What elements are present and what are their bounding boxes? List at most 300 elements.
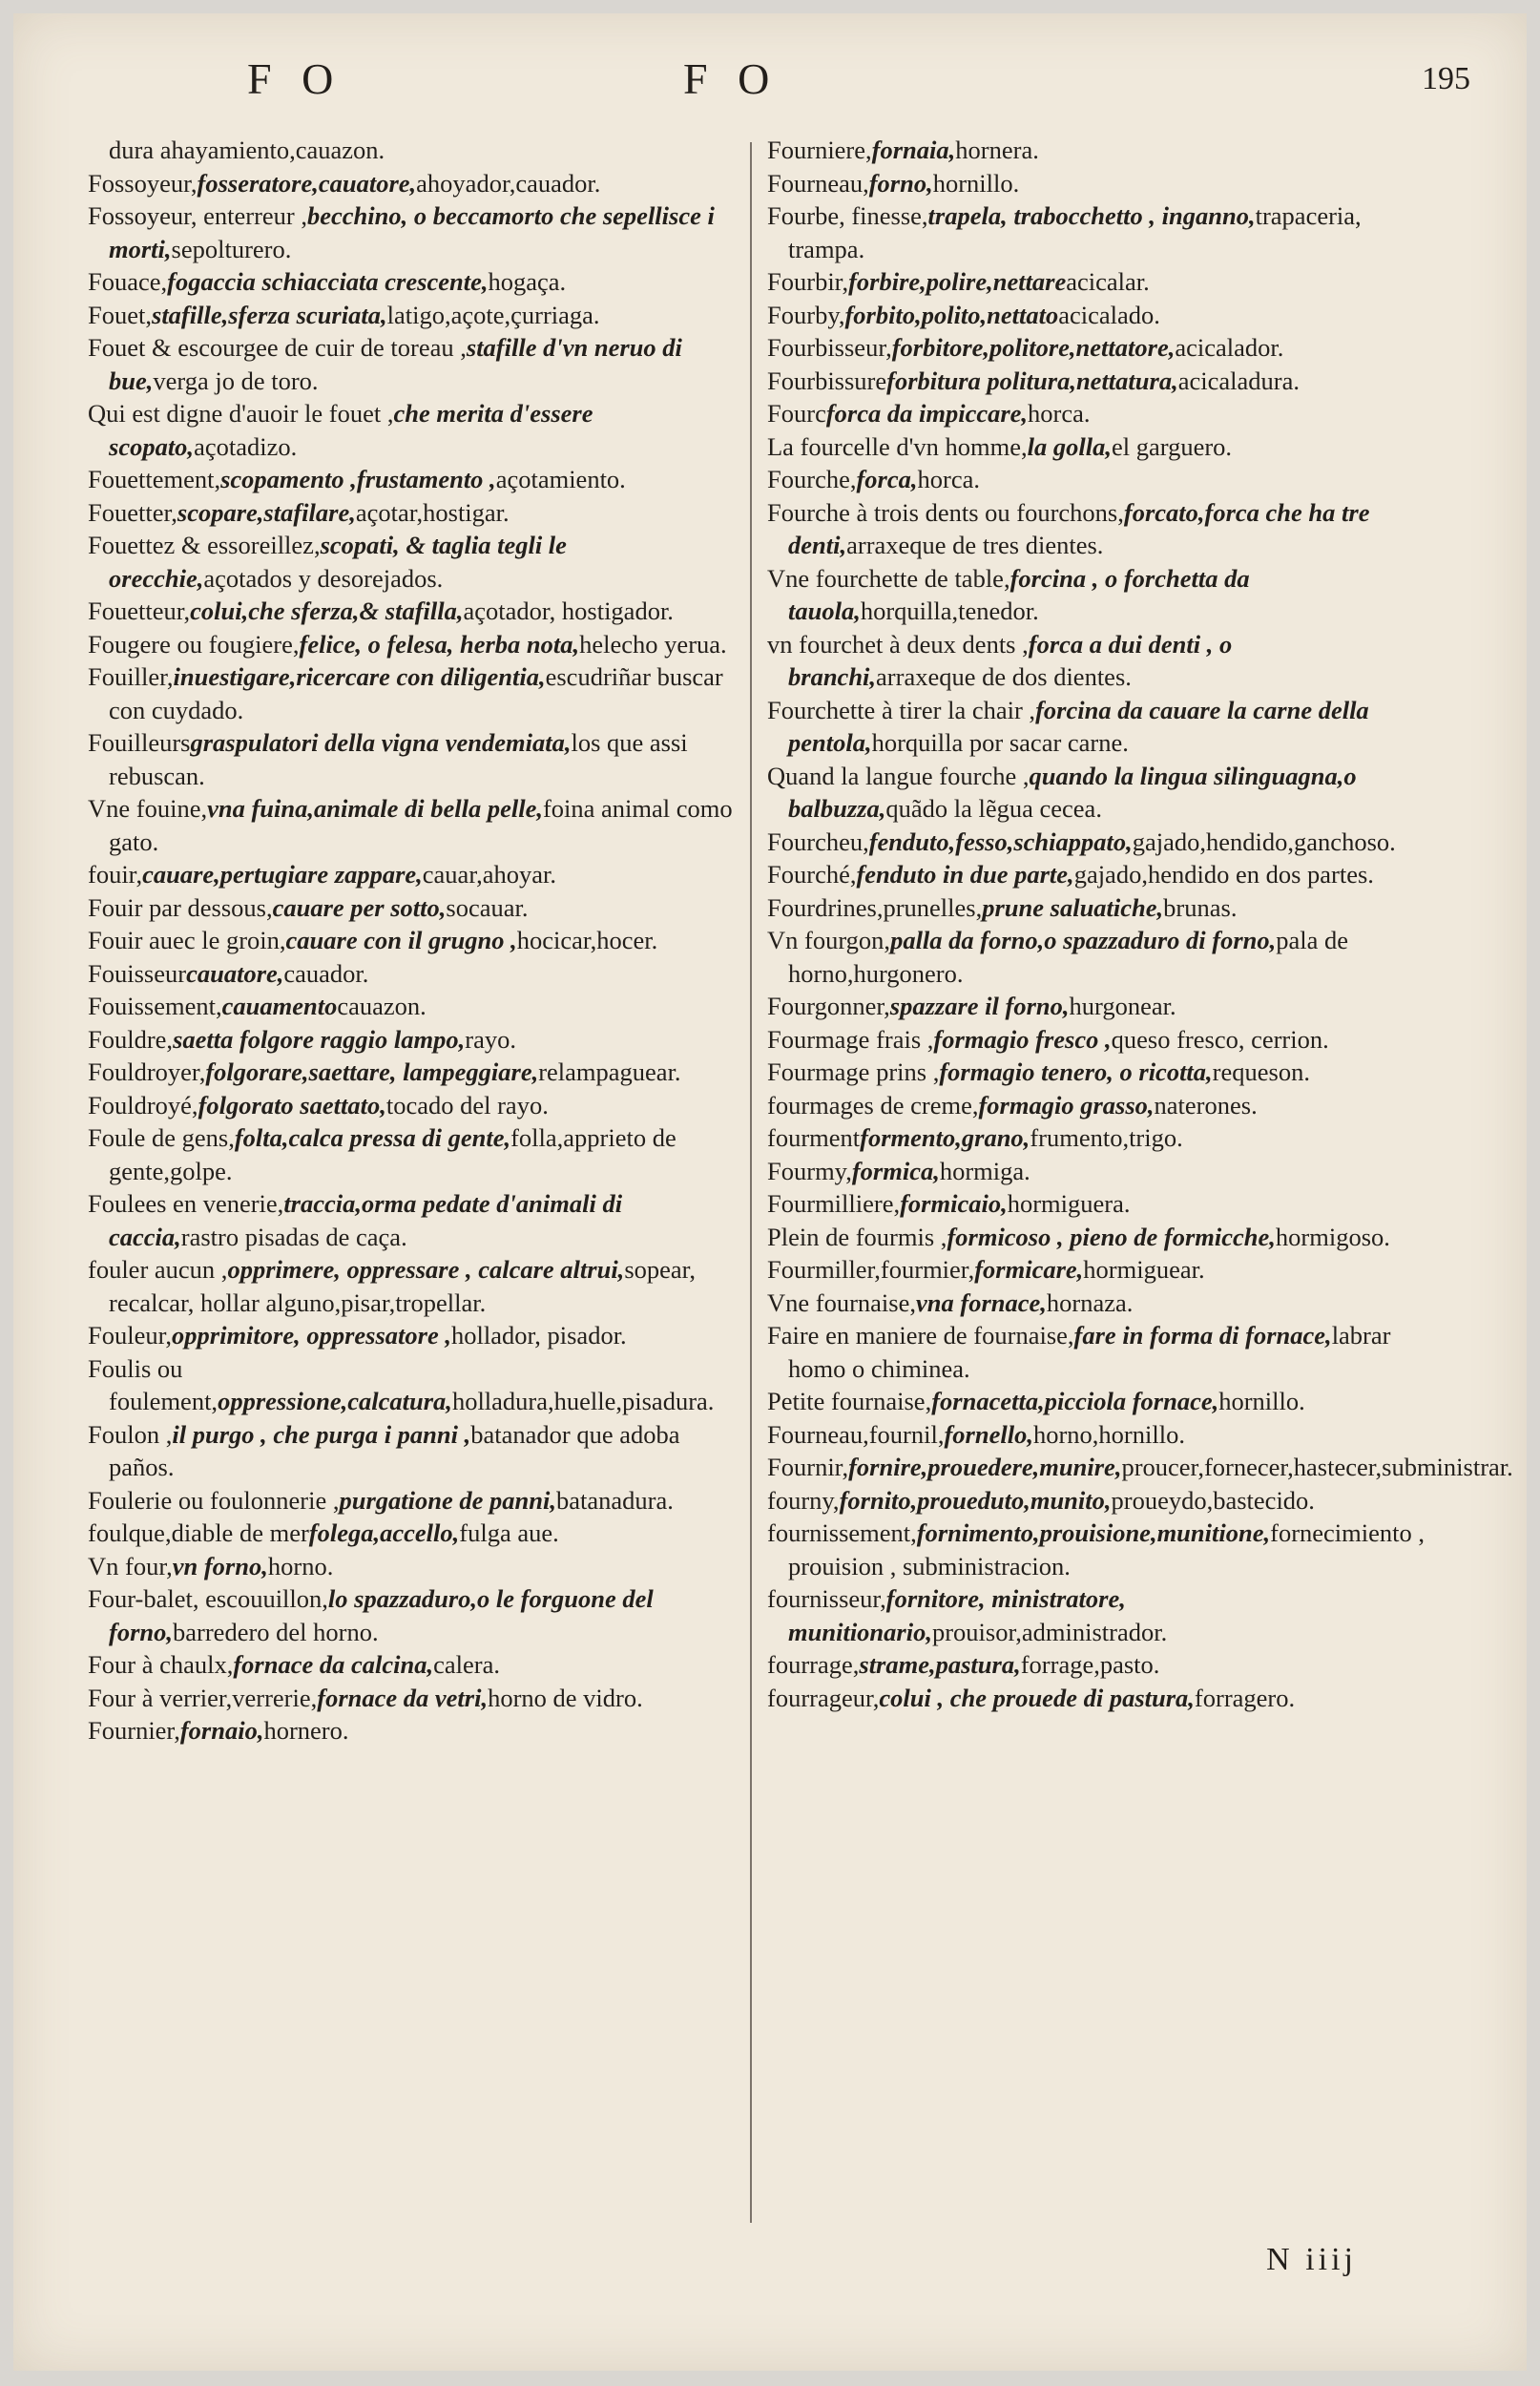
dictionary-entry <box>88 496 746 530</box>
italian-term: cauare per sotto, <box>272 892 447 922</box>
spanish-term: relampaguear. <box>538 1057 681 1086</box>
dictionary-entry <box>88 463 746 496</box>
dictionary-entry <box>767 430 1426 464</box>
italian-term: palla da forno,o spazzaduro di forno, <box>890 926 1277 954</box>
spanish-term: socauar. <box>446 892 529 922</box>
spanish-term: hornaza. <box>1046 1287 1134 1317</box>
italian-term: vna fuina,animale di bella pelle, <box>207 794 543 823</box>
french-term: Vne fourchette de table, <box>767 563 1010 593</box>
italian-term: fornello, <box>944 1419 1033 1449</box>
dictionary-entry <box>767 1418 1426 1452</box>
italian-term: fornimento,prouisione,munitione, <box>916 1518 1271 1547</box>
dictionary-entry <box>767 858 1426 891</box>
french-term: Quand la langue fourche , <box>767 761 1030 790</box>
spanish-term: arraxeque de dos dientes. <box>876 662 1132 691</box>
dictionary-entry <box>767 562 1426 628</box>
french-term: fourrageur, <box>767 1683 880 1712</box>
dictionary-entry <box>767 265 1426 299</box>
italian-term: saetta folgore raggio lampo, <box>173 1024 466 1054</box>
french-term: Fourbissure <box>767 366 887 395</box>
french-term: fourment <box>767 1123 861 1152</box>
italian-term: trapela, trabocchetto , inganno, <box>927 201 1256 230</box>
french-term: Fourmilliere, <box>767 1189 901 1218</box>
french-term: Fouissement, <box>88 992 222 1020</box>
french-term: Fouettez & essoreillez, <box>88 531 321 559</box>
spanish-term: gajado,hendido en dos partes. <box>1073 860 1374 889</box>
header-right: F O <box>683 54 780 103</box>
spanish-term: tocado del rayo. <box>385 1090 549 1120</box>
french-term: Vne fournaise, <box>767 1287 916 1317</box>
italian-term: colui,che sferza,& stafilla, <box>190 596 464 625</box>
spanish-term: latigo,açote,çurriaga. <box>386 300 600 329</box>
dictionary-entry <box>767 1319 1426 1385</box>
dictionary-entry <box>88 299 746 332</box>
french-term: Vn four, <box>88 1551 173 1580</box>
dictionary-entry <box>767 1089 1426 1122</box>
italian-term: forbitore,politore,nettatore, <box>891 333 1176 362</box>
spanish-term: horca. <box>1028 399 1091 428</box>
italian-term: formento,grano, <box>860 1123 1030 1152</box>
italian-term: traccia,orma pedate d'animali di caccia, <box>109 1189 623 1251</box>
french-term: Fourc <box>767 399 826 428</box>
italian-term: fornire,prouedere,munire, <box>848 1453 1122 1481</box>
french-term: fourmages de creme, <box>767 1090 979 1120</box>
french-term: Fossoyeur, <box>88 168 198 198</box>
french-term: fourny, <box>767 1485 840 1515</box>
dictionary-entry <box>767 1582 1426 1648</box>
italian-term: graspulatori della vigna vendemiata, <box>190 728 572 757</box>
dictionary-entry <box>767 397 1426 430</box>
dictionary-entry <box>767 760 1426 826</box>
spanish-term: acicalador. <box>1175 333 1284 362</box>
spanish-term: cauazon. <box>337 992 427 1020</box>
spanish-term: açotamiento. <box>495 465 626 493</box>
spanish-term: hormiguera. <box>1007 1189 1131 1218</box>
spanish-term: el garguero. <box>1111 431 1233 461</box>
dictionary-entry <box>767 1648 1426 1682</box>
french-term: Fourche à trois dents ou fourchons, <box>767 497 1124 527</box>
french-term: Fouet, <box>88 300 152 329</box>
french-term: Fourby, <box>767 300 845 329</box>
spanish-term: hormiguear. <box>1083 1255 1205 1284</box>
italian-term: fornitore, ministratore, munitionario, <box>788 1584 1126 1646</box>
french-term: Fouleur, <box>88 1321 173 1350</box>
spanish-term: rastro pisadas de caça. <box>180 1222 407 1251</box>
dictionary-entry <box>767 1484 1426 1517</box>
french-term: Four à verrier,verrerie, <box>88 1683 318 1712</box>
spanish-term: ahoyador,cauador. <box>416 168 601 198</box>
italian-term: strame,pastura, <box>859 1650 1021 1679</box>
dictionary-entry <box>88 595 746 628</box>
french-term: Plein de fourmis , <box>767 1222 947 1251</box>
dictionary-entry <box>767 990 1426 1023</box>
spanish-term: rayo. <box>465 1024 516 1054</box>
spanish-term: hogaça. <box>488 267 567 296</box>
italian-term: fare in forma di fornace, <box>1073 1321 1332 1350</box>
dictionary-entry <box>88 1714 746 1748</box>
signature-mark: N iiij <box>1266 2242 1357 2277</box>
dictionary-entry <box>767 331 1426 365</box>
spanish-term: acicalar. <box>1066 267 1150 296</box>
italian-term: forcina , o forchetta da tauola, <box>788 563 1250 625</box>
spanish-term: verga jo de toro. <box>153 366 319 395</box>
italian-term: vna fornace, <box>916 1287 1047 1317</box>
italian-term: cauare con il grugno , <box>285 926 517 954</box>
dictionary-entry <box>88 1418 746 1484</box>
spanish-term: açotados y desorejados. <box>203 563 444 593</box>
french-term: fouir, <box>88 860 143 889</box>
french-term: Foulerie ou foulonnerie , <box>88 1485 340 1515</box>
spanish-term: folla,apprieto de gente,golpe. <box>109 1123 676 1185</box>
spanish-term: brunas. <box>1163 892 1238 922</box>
spanish-term: cauador. <box>283 958 369 988</box>
french-term: Fouilleurs <box>88 728 191 757</box>
dictionary-entry <box>767 463 1426 496</box>
italian-term: cauamento <box>221 992 338 1020</box>
french-term: Fouace, <box>88 267 168 296</box>
french-term: Fourcheu, <box>767 827 869 856</box>
spanish-term: batanador que adoba paños. <box>109 1419 680 1481</box>
italian-term: scopamento ,frustamento , <box>220 465 496 493</box>
dictionary-entry <box>767 299 1426 332</box>
spanish-term: horno,hornillo. <box>1032 1419 1185 1449</box>
spanish-term: pala de horno,hurgonero. <box>788 926 1349 988</box>
french-term: Fourché, <box>767 860 857 889</box>
spanish-term: fulga aue. <box>459 1518 559 1547</box>
spanish-term: hormiga. <box>939 1156 1030 1185</box>
spanish-term: sepolturero. <box>171 234 292 263</box>
spanish-term: los que assi rebuscan. <box>109 728 688 790</box>
dictionary-entry <box>88 660 746 726</box>
dictionary-entry <box>767 1287 1426 1320</box>
spanish-term: hollador, pisador. <box>451 1321 627 1350</box>
spanish-term: requeson. <box>1212 1057 1310 1086</box>
dictionary-entry <box>88 990 746 1023</box>
french-term: Four-balet, escouuillon, <box>88 1584 328 1613</box>
italian-term: forno, <box>868 168 933 198</box>
spanish-term: barredero del horno. <box>173 1617 379 1646</box>
dictionary-entry <box>88 957 746 991</box>
dictionary-entry <box>88 331 746 397</box>
dictionary-entry <box>767 1221 1426 1254</box>
spanish-term: forrage,pasto. <box>1020 1650 1160 1679</box>
italian-term: forca a dui denti , o branchi, <box>788 629 1233 691</box>
french-term: La fourcelle d'vn homme, <box>767 431 1028 461</box>
french-term: Foule de gens, <box>88 1123 235 1152</box>
italian-term: opprimitore, oppressatore , <box>172 1321 451 1350</box>
dictionary-entry <box>88 1550 746 1583</box>
left-column <box>88 134 746 2271</box>
dictionary-page <box>13 13 1527 2371</box>
italian-term: formagio grasso, <box>978 1090 1155 1120</box>
spanish-term: proueydo,bastecido. <box>1111 1485 1315 1515</box>
dictionary-entry <box>767 924 1426 990</box>
page-number: 195 <box>1422 61 1470 96</box>
italian-term: colui , che prouede di pastura, <box>879 1683 1195 1712</box>
french-term: Fouldroyer, <box>88 1057 206 1086</box>
italian-term: fornace da vetri, <box>317 1683 489 1712</box>
french-term: Fourmage prins , <box>767 1057 940 1086</box>
french-term: Fourgonner, <box>767 992 890 1020</box>
dictionary-entry <box>767 1517 1426 1582</box>
italian-term: cauare,pertugiare zappare, <box>142 860 423 889</box>
french-term: Fourniere, <box>767 136 872 164</box>
french-term: Fourmage frais , <box>767 1024 934 1054</box>
italian-term: fogaccia schiacciata crescente, <box>167 267 489 296</box>
french-term: vn fourchet à deux dents , <box>767 629 1029 659</box>
spanish-term: foina animal como gato. <box>109 794 733 856</box>
french-term: Fourneau, <box>767 168 869 198</box>
french-term: Fouldre, <box>88 1024 174 1054</box>
dictionary-entry <box>88 924 746 957</box>
italian-term: formicoso , pieno de formicche, <box>947 1222 1276 1251</box>
italian-term: oppressione,calcatura, <box>218 1387 452 1415</box>
spanish-term: horno de vidro. <box>488 1683 643 1712</box>
italian-term: stafille,sferza scuriata, <box>152 300 387 329</box>
italian-term: prune saluatiche, <box>982 892 1164 922</box>
dictionary-entry <box>88 1056 746 1089</box>
italian-term: fenduto,fesso,schiappato, <box>868 827 1133 856</box>
french-term: Fossoyeur, enterreur , <box>88 201 308 230</box>
dictionary-entry <box>767 1385 1426 1418</box>
french-term: Four à chaulx, <box>88 1650 234 1679</box>
dictionary-entry <box>88 628 746 661</box>
spanish-term: gajado,hendido,ganchoso. <box>1132 827 1396 856</box>
italian-term: inuestigare,ricercare con diligentia, <box>173 662 546 691</box>
spanish-term: hocicar,hocer. <box>516 926 658 954</box>
french-term: Fouir par dessous, <box>88 892 273 922</box>
french-term: foulque,diable de mer <box>88 1518 309 1547</box>
french-term: fourrage, <box>767 1650 860 1679</box>
right-column <box>767 134 1513 2271</box>
italian-term: folgorato saettato, <box>198 1090 386 1120</box>
dictionary-entry <box>88 891 746 925</box>
italian-term: formagio tenero, o ricotta, <box>939 1057 1213 1086</box>
italian-term: folega,accello, <box>308 1518 460 1547</box>
italian-term: formica, <box>851 1156 940 1185</box>
dictionary-entry <box>767 1451 1513 1484</box>
spanish-term: arraxeque de tres dientes. <box>846 531 1104 559</box>
spanish-term: fornecimiento , prouision , subministracion. <box>788 1518 1426 1580</box>
italian-term: formicare, <box>974 1255 1084 1284</box>
french-term: Fourchette à tirer la chair , <box>767 695 1036 724</box>
spanish-term: forragero. <box>1194 1683 1296 1712</box>
spanish-term: acicalado. <box>1058 300 1160 329</box>
french-term: Fournier, <box>88 1716 180 1745</box>
spanish-term: horquilla,tenedor. <box>860 596 1039 625</box>
spanish-term: horquilla por sacar carne. <box>871 728 1129 757</box>
french-term: Foulees en venerie, <box>88 1189 284 1218</box>
french-term: fouler aucun , <box>88 1255 228 1284</box>
italian-term: quando la lingua silinguagna,o balbuzza, <box>788 761 1357 823</box>
spanish-term: açotar,hostigar. <box>355 497 510 527</box>
dictionary-entry <box>767 134 1426 167</box>
spanish-term: hornera. <box>955 136 1039 164</box>
dictionary-entry <box>767 694 1426 760</box>
spanish-term: hurgonear. <box>1069 992 1176 1020</box>
italian-term: lo spazzaduro,o le forguone del forno, <box>109 1584 654 1646</box>
dictionary-entry <box>88 167 746 200</box>
french-term: Vn fourgon, <box>767 926 891 954</box>
italian-term: formagio fresco , <box>933 1024 1112 1054</box>
spanish-term: helecho yerua. <box>579 629 727 659</box>
spanish-term: proucer,fornecer,hastecer,subministrar. <box>1121 1453 1513 1481</box>
dictionary-entry <box>767 628 1426 694</box>
dictionary-entry <box>767 496 1426 562</box>
dictionary-entry <box>767 1682 1426 1715</box>
italian-term: forcato,forca che ha tre denti, <box>788 497 1370 559</box>
dictionary-entry <box>88 1253 746 1319</box>
spanish-term: hornillo. <box>1218 1387 1305 1415</box>
italian-term: cauatore, <box>186 958 284 988</box>
french-term: Fouettement, <box>88 465 221 493</box>
header-left: F O <box>247 54 343 103</box>
italian-term: opprimere, oppressare , calcare altrui, <box>227 1255 625 1284</box>
spanish-term: naterones. <box>1154 1090 1258 1120</box>
dictionary-entry <box>88 726 746 792</box>
italian-term: felice, o felesa, herba nota, <box>299 629 580 659</box>
dictionary-entry <box>88 1484 746 1517</box>
french-term: Faire en maniere de fournaise, <box>767 1321 1074 1350</box>
dictionary-entry <box>88 1352 746 1418</box>
italian-term: forbire,polire,nettare <box>848 267 1067 296</box>
french-term: Fouet & escourgee de cuir de toreau , <box>88 333 467 362</box>
dictionary-entry <box>88 792 746 858</box>
spanish-term: calera. <box>433 1650 500 1679</box>
dictionary-entry <box>88 1187 746 1253</box>
spanish-term: acicaladura. <box>1177 366 1300 395</box>
spanish-term: queso fresco, cerrion. <box>1111 1024 1329 1054</box>
french-term: Petite fournaise, <box>767 1387 932 1415</box>
french-term: dura ahayamiento,cauazon. <box>109 136 385 164</box>
spanish-term: escudriñar buscar con cuydado. <box>109 662 723 724</box>
dictionary-entry <box>88 199 746 265</box>
spanish-term: holladura,huelle,pisadura. <box>451 1387 715 1415</box>
french-term: Fourmy, <box>767 1156 852 1185</box>
italian-term: spazzare il forno, <box>889 992 1070 1020</box>
french-term: Fourbe, finesse, <box>767 201 928 230</box>
italian-term: la golla, <box>1027 431 1112 461</box>
italian-term: vn forno, <box>172 1551 268 1580</box>
french-term: Fourche, <box>767 465 857 493</box>
spanish-term: frumento,trigo. <box>1030 1123 1183 1152</box>
french-term: Vne fouine, <box>88 794 208 823</box>
spanish-term: horca. <box>917 465 980 493</box>
italian-term: fenduto in due parte, <box>856 860 1074 889</box>
spanish-term: sopear, recalcar, hollar alguno,pisar,tropellar. <box>109 1255 697 1317</box>
italian-term: stafille d'vn neruo di bue, <box>109 333 682 395</box>
dictionary-entry <box>88 134 746 167</box>
spanish-term: hormigoso. <box>1275 1222 1390 1251</box>
column-divider <box>750 142 752 2223</box>
french-term: Fouir auec le groin, <box>88 926 286 954</box>
dictionary-entry <box>88 1089 746 1122</box>
italian-term: scopati, & taglia tegli le orecchie, <box>109 531 567 593</box>
dictionary-entry <box>88 858 746 891</box>
french-term: Fourbisseur, <box>767 333 892 362</box>
french-term: Foulon , <box>88 1419 173 1449</box>
italian-term: il purgo , che purga i panni , <box>172 1419 471 1449</box>
italian-term: fornacetta,picciola fornace, <box>931 1387 1219 1415</box>
spanish-term: hornero. <box>263 1716 349 1745</box>
dictionary-entry <box>767 199 1426 265</box>
dictionary-entry <box>88 1517 746 1550</box>
spanish-term: cauar,ahoyar. <box>422 860 556 889</box>
italian-term: forca da impiccare, <box>825 399 1029 428</box>
italian-term: fosseratore,cauatore, <box>197 168 417 198</box>
spanish-term: açotadizo. <box>194 431 298 461</box>
french-term: Fournir, <box>767 1453 849 1481</box>
italian-term: purgatione de panni, <box>339 1485 556 1515</box>
dictionary-entry <box>767 1155 1426 1188</box>
dictionary-entry <box>88 1682 746 1715</box>
italian-term: fornito,proueduto,munito, <box>839 1485 1112 1515</box>
dictionary-entry <box>88 1582 746 1648</box>
dictionary-entry <box>767 1056 1426 1089</box>
italian-term: folgorare,saettare, lampeggiare, <box>205 1057 539 1086</box>
spanish-term: horno. <box>267 1551 334 1580</box>
dictionary-entry <box>767 891 1426 925</box>
italian-term: folta,calca pressa di gente, <box>234 1123 511 1152</box>
italian-term: formicaio, <box>900 1189 1008 1218</box>
french-term: Fouisseur <box>88 958 187 988</box>
italian-term: forcina da cauare la carne della pentola, <box>788 695 1369 757</box>
french-term: Fourdrines,prunelles, <box>767 892 983 922</box>
spanish-term: quãdo la lẽgua cecea. <box>885 794 1102 823</box>
french-term: Fourneau,fournil, <box>767 1419 945 1449</box>
french-term: Fouetter, <box>88 497 177 527</box>
dictionary-entry <box>767 365 1426 398</box>
dictionary-entry <box>88 265 746 299</box>
dictionary-entry <box>767 1023 1426 1057</box>
french-term: Fouetteur, <box>88 596 191 625</box>
french-term: Fougere ou fougiere, <box>88 629 300 659</box>
italian-term: forca, <box>856 465 918 493</box>
italian-term: che merita d'essere scopato, <box>109 399 593 461</box>
spanish-term: trapaceria, trampa. <box>788 201 1362 263</box>
dictionary-entry <box>88 529 746 595</box>
dictionary-entry <box>88 1121 746 1187</box>
spanish-term: labrar homo o chiminea. <box>788 1321 1391 1383</box>
dictionary-entry <box>88 1648 746 1682</box>
italian-term: fornaio, <box>179 1716 264 1745</box>
dictionary-entry <box>88 397 746 463</box>
dictionary-entry <box>88 1319 746 1352</box>
dictionary-entry <box>767 167 1426 200</box>
french-term: Fourbir, <box>767 267 849 296</box>
dictionary-entry <box>767 1253 1426 1287</box>
french-term: Fourmiller,fourmier, <box>767 1255 975 1284</box>
spanish-term: prouisor,administrador. <box>931 1617 1168 1646</box>
spanish-term: batanadura. <box>555 1485 674 1515</box>
dictionary-entry <box>88 1023 746 1057</box>
french-term: Qui est digne d'auoir le fouet , <box>88 399 394 428</box>
italian-term: fornaia, <box>871 136 956 164</box>
dictionary-entry <box>767 1121 1426 1155</box>
italian-term: scopare,stafilare, <box>177 497 356 527</box>
french-term: fournissement, <box>767 1518 917 1547</box>
french-term: Foulis ou foulement, <box>88 1353 219 1415</box>
french-term: Fouldroyé, <box>88 1090 198 1120</box>
french-term: fournisseur, <box>767 1584 886 1613</box>
italian-term: fornace da calcina, <box>233 1650 434 1679</box>
italian-term: becchino, o beccamorto che sepellisce i morti, <box>109 201 715 263</box>
italian-term: forbitura politura,nettatura, <box>886 366 1178 395</box>
dictionary-entry <box>767 826 1426 859</box>
spanish-term: hornillo. <box>932 168 1020 198</box>
french-term: Fouiller, <box>88 662 174 691</box>
italian-term: forbito,polito,nettato <box>844 300 1059 329</box>
